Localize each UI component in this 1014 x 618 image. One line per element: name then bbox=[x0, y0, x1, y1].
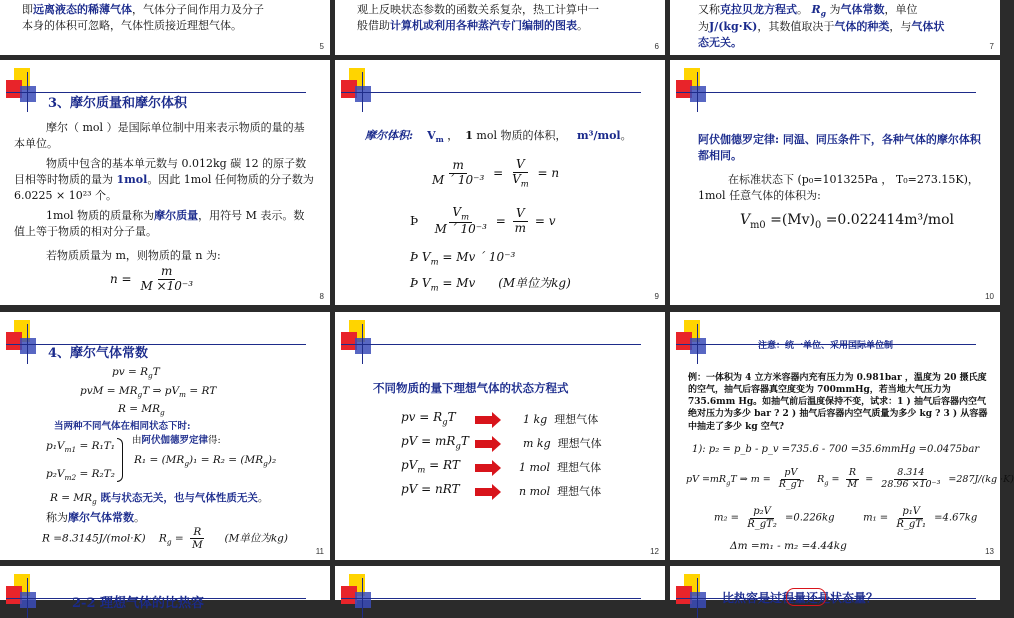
gas-constant-value: R =8.3145J/(mol·K) $R_g$ = $\frac{R}{M}$ (M单位为kg) bbox=[42, 526, 288, 552]
answer-1: 1): p₂ = p_b - p_v =735.6 - 700 =35.6mmHg =0.0475bar bbox=[692, 444, 980, 455]
mass-statement: 若物质质量为 m，则物质的量 n 为: bbox=[46, 249, 221, 262]
slide-logo bbox=[341, 574, 381, 614]
avogadro-rule: 由阿伏伽德罗定律得: bbox=[132, 435, 221, 446]
gas-1-eq: $p_1V_{m1} = R_1T_1$ bbox=[46, 440, 115, 455]
page-number: 12 bbox=[650, 547, 659, 556]
arrow-icon bbox=[475, 464, 493, 472]
state-eq-label: 1 kg 理想气体 bbox=[523, 413, 599, 426]
slide-logo bbox=[676, 574, 716, 614]
slide-10 bbox=[670, 60, 1000, 305]
two-gases-note: 当两种不同气体在相同状态下时: bbox=[54, 421, 191, 432]
eq-r: $R = MR_g$ bbox=[118, 403, 165, 418]
answer-4: Δm =m₁ - m₂ =4.44kg bbox=[730, 540, 847, 552]
page-number: 11 bbox=[315, 547, 324, 556]
slide-7 bbox=[670, 0, 1000, 55]
slide-9 bbox=[335, 60, 665, 305]
page-number: 10 bbox=[985, 292, 994, 301]
molar-mass-definition: 1mol 物质的质量称为摩尔质量，用符号 M 表示。数值上等于物质的相对分子量。 bbox=[14, 209, 305, 238]
units-note: 注意：统一单位、采用国际单位制 bbox=[758, 341, 894, 351]
state-eq-row: pv = $R_gT$ bbox=[401, 410, 456, 427]
slide-title: 不同物质的量下理想气体的状态方程式 bbox=[373, 381, 569, 395]
slide-7-text: 又称克拉贝龙方程式。 $R_g$ 为气体常数，单位 为J/(kg·K)，其数值取决于气体的种类，与气体状 态无关。 bbox=[698, 3, 945, 50]
name-statement: 称为摩尔气体常数。 bbox=[46, 511, 145, 524]
state-eq-row: pV = $mR_gT$ bbox=[401, 434, 469, 451]
amount-formula: n = $\frac{m}{\text{M ×10⁻³}}$ bbox=[110, 264, 194, 293]
slide-title: 2-2 理想气体的比热容 bbox=[72, 596, 205, 611]
page-number: 8 bbox=[319, 292, 324, 301]
formula-1: $\frac{m}{\text{M ´ 10⁻³}}$ = $\frac{V}{V_m}$ = n bbox=[432, 157, 560, 189]
arrow-icon bbox=[475, 488, 493, 496]
arrow-icon bbox=[475, 440, 493, 448]
formula-2: Þ $\frac{V_m}{\text{M ´ 10⁻³}}$ = $\frac{V}{m}$ = v bbox=[410, 205, 556, 237]
answer-2: pV $=mR_gT$ ⇒ m = $\frac{pV}{R\_gT}$ $R_g$ = $\frac{R}{M}$ = $\frac{8.314}{\text{28.96 ×10⁻³}}$ =287J/(kg ·K) bbox=[686, 467, 1014, 490]
page-number: 5 bbox=[319, 42, 324, 51]
slide-title: 3、摩尔质量和摩尔体积 bbox=[48, 96, 188, 111]
slide-16 bbox=[670, 566, 1000, 605]
formula-3: Þ $V_m = Mv$ ´ 10⁻³ bbox=[410, 250, 516, 267]
slide-15 bbox=[335, 566, 665, 600]
system-brace bbox=[117, 438, 123, 482]
rule-eq: $R_1 = (MR_g)_1 = R_2 = (MR_g)_2$ bbox=[134, 454, 277, 469]
slide-logo bbox=[6, 574, 46, 614]
eq-pv: pv = $R_gT$ bbox=[112, 366, 160, 381]
slide-8 bbox=[0, 60, 330, 305]
state-eq-label: m kg 理想气体 bbox=[523, 437, 602, 450]
slide-logo bbox=[341, 320, 381, 360]
standard-state: 在标准状态下 (p₀=101325Pa ， T₀=273.15K)，1mol 任意气体的体积为: bbox=[698, 173, 979, 202]
slide-5-text: 即远离液态的稀薄气体，气体分子间作用力及分子 本身的体积可忽略，气体性质接近理想气体。 bbox=[22, 3, 264, 32]
highlight-ring bbox=[786, 588, 826, 606]
slide-14 bbox=[0, 566, 330, 611]
amount-of-substance: 物质中包含的基本单元数与 0.012kg 碳 12 的原子数目相等时物质的量为 1mol。因此 1mol 任何物质的分子数为 6.0225 × 10²³ 个。 bbox=[14, 157, 314, 202]
gas-2-eq: $p_2V_{m2} = R_2T_2$ bbox=[46, 468, 115, 483]
molar-volume-heading: 摩尔体积: $V_m$ ， 1 mol 物质的体积， m³/mol。 bbox=[365, 129, 632, 145]
slide-5 bbox=[0, 0, 330, 55]
page-number: 6 bbox=[654, 42, 659, 51]
arrow-icon bbox=[475, 416, 493, 424]
state-eq-row: $pV_m$ = RT bbox=[401, 458, 460, 475]
avogadro-law: 阿伏伽德罗定律: 同温、同压条件下，各种气体的摩尔体积都相同。 bbox=[698, 133, 981, 162]
slide-logo bbox=[676, 320, 716, 360]
page-number: 9 bbox=[654, 292, 659, 301]
slide-heading: 比热容是过程量还是状态量？ bbox=[722, 591, 879, 605]
slide-title: 4、摩尔气体常数 bbox=[48, 346, 149, 361]
state-eq-label: n mol 理想气体 bbox=[519, 485, 602, 498]
page-number: 13 bbox=[985, 547, 994, 556]
mole-definition: 摩尔（ mol ）是国际单位制中用来表示物质的量的基本单位。 bbox=[14, 121, 305, 150]
state-eq-label: 1 mol 理想气体 bbox=[519, 461, 602, 474]
slide-6-text: 观上反映状态参数的函数关系复杂，热工计算中一 般借助计算机或利用各种蒸汽专门编制的图表。 bbox=[357, 3, 599, 32]
slide-logo bbox=[6, 320, 46, 360]
eq-pvm: pvM = $MR_gT$ ⇒ $pV_m$ = RT bbox=[80, 385, 217, 400]
standard-molar-volume: $V_{m0} =(Mv)_0 =0.022414m^3/mol$ bbox=[740, 212, 955, 231]
page-number: 7 bbox=[989, 42, 994, 51]
slide-logo bbox=[676, 68, 716, 108]
state-eq-row: pV = nRT bbox=[401, 482, 460, 496]
conclusion: $R = MR_g$ 既与状态无关，也与气体性质无关。 bbox=[50, 492, 269, 507]
answer-3: m₂ = $\frac{\text{p₂V}}{\text{R\_gT₂}}$ =0.226kg m₁ = $\frac{\text{p₁V}}{\text{R\_gT₁}}$ =4.67kg bbox=[714, 506, 978, 530]
slide-11 bbox=[0, 312, 330, 560]
slide-logo bbox=[341, 68, 381, 108]
example-question: 例：一体积为 4 立方米容器内充有压力为 0.981bar ，温度为 20 摄氏度的空气，抽气后容器真空度变为 700mmHg，若当地大气压力为 735.6mm Hg。如抽气前后温度保持不变，试求：1 ) 抽气后容器内空气绝对压力为多少 bar ? 2 ) 抽气后容器内空气质量为多少 kg ? 3 ) 从容器中抽走了多少 kg 空气? bbox=[688, 373, 988, 432]
slide-6 bbox=[335, 0, 665, 55]
formula-4: Þ $V_m = Mv$ (M单位为kg) bbox=[410, 276, 571, 293]
slide-13 bbox=[670, 312, 1014, 560]
slide-12 bbox=[335, 312, 665, 560]
slide-logo bbox=[6, 68, 46, 108]
